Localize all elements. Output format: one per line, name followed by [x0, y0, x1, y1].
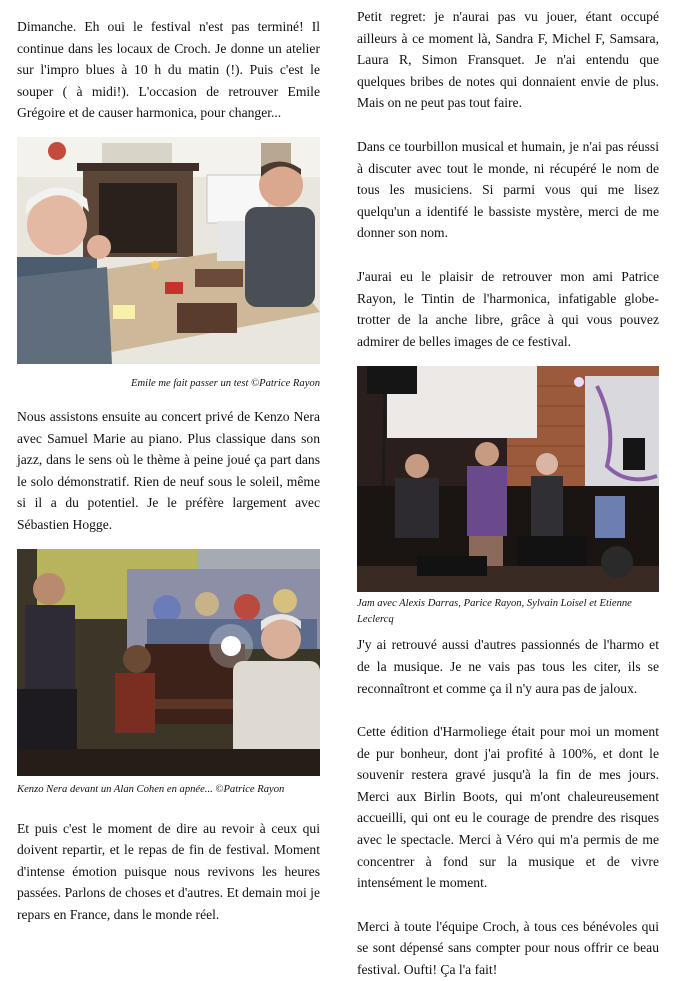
photo-workshop — [17, 137, 320, 364]
photo-caption: Jam avec Alexis Darras, Parice Rayon, Sylvain Loisel et Etienne Leclercq — [357, 598, 632, 626]
paragraph: Merci à toute l'équipe Croch, à tous ces bénévoles qui se sont dépensé sans compter pour nous offrir ce beau festival. Oufti! Ça l'a fait! — [357, 918, 659, 978]
photo-caption: Emile me fait passer un test ©Patrice Rayon — [131, 377, 320, 389]
photo-jam — [357, 366, 659, 592]
paragraph: Dimanche. Eh oui le festival n'est pas terminé! Il continue dans les locaux de Croch. Je donne un atelier sur l'impro blues à 10 h du matin (!). Puis c'est le souper ( à midi!). L'occasion de retrouver Emile Grégoire et de causer harmonica, pour changer... — [17, 19, 320, 121]
paragraph: Cette édition d'Harmoliege était pour moi un moment de pur bonheur, dont j'ai profité à 100%, et dont le souvenir restera gravé jusqu'à la fin de mes jours. Merci aux Birlin Boots, qui m'ont chaleureusement accueilli, qui ont eu le courage de prendre des risques avec le spectacle. Merci à Véro qui m'a permis de me concentrer à fond sur la musique et de vivre intensément le moment. — [357, 724, 659, 891]
photo-caption: Kenzo Nera devant un Alan Cohen en apnée... ©Patrice Rayon — [17, 783, 285, 795]
left-column — [17, 0, 320, 926]
paragraph: J'y ai retrouvé aussi d'autres passionnés de l'harmo et de la musique. Je ne vais pas tous les citer, ils se reconnaîtront et comme ça il n'y aura pas de jaloux. — [357, 637, 659, 696]
paragraph: Nous assistons ensuite au concert privé de Kenzo Nera avec Samuel Marie au piano. Plus classique dans son jazz, dans le sens où le thème à peine joué ça part dans le solo démonstratif. Rien de neuf sous le soleil, même si il a du potentiel. Je le préfère largement avec Sébastien Hogge. — [17, 408, 320, 532]
paragraph: Dans ce tourbillon musical et humain, je n'ai pas réussi à discuter avec tout le monde, ni récupéré le nom de tous les musiciens. Si parmi vous qui me lisez quelqu'un a identifé le bassiste mystère, merci de me donner son nom. — [357, 138, 659, 241]
right-column — [357, 0, 659, 981]
paragraph: Et puis c'est le moment de dire au revoir à ceux qui doivent repartir, et le repas de fin de festival. Moment d'intense émotion puisque nous revivons les heures passées. Parlons de choses et d'autres. Et demain moi je repars en France, dans le monde réel. — [17, 820, 320, 922]
paragraph: J'aurai eu le plaisir de retrouver mon ami Patrice Rayon, le Tintin de l'harmonica, infatigable globe-trotter de la anche libre, grâce à qui vous pouvez admirer de belles images de ce festival. — [357, 268, 659, 349]
photo-concert — [17, 549, 320, 776]
paragraph: Petit regret: je n'aurai pas vu jouer, étant occupé ailleurs à ce moment là, Sandra F, Michel F, Samsara, Laura R, Simon Fransquet. Je n'ai entendu que quelques bribes de notes qui donnaient envie de plus. Mais on ne peut pas tout faire. — [357, 9, 659, 111]
